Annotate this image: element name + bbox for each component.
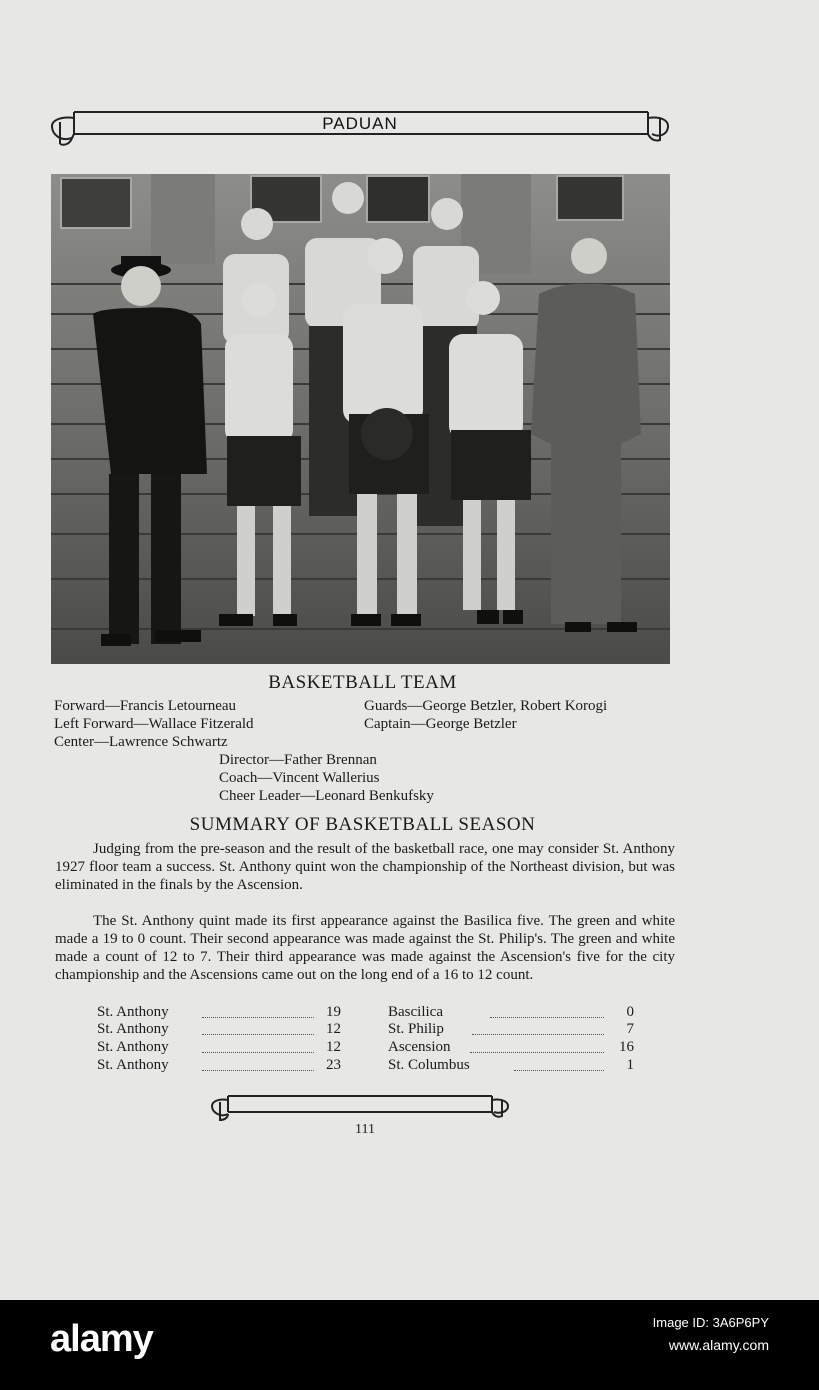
summary-heading: SUMMARY OF BASKETBALL SEASON bbox=[189, 814, 536, 835]
opponent-score: 16 bbox=[619, 1039, 634, 1055]
leader-dots bbox=[202, 1017, 314, 1018]
center-line: Center—Lawrence Schwartz bbox=[54, 734, 228, 750]
opponent-name: Bascilica bbox=[388, 1004, 443, 1020]
team-score: 12 bbox=[326, 1021, 341, 1037]
director-line: Director—Father Brennan bbox=[219, 752, 377, 768]
leader-dots bbox=[472, 1034, 604, 1035]
alamy-logo: alamy bbox=[50, 1318, 153, 1360]
leader-dots bbox=[470, 1052, 604, 1053]
team-score: 19 bbox=[326, 1004, 341, 1020]
opponent-name: St. Philip bbox=[388, 1021, 444, 1037]
page-header-title: PADUAN bbox=[322, 114, 398, 133]
team-name: St. Anthony bbox=[97, 1004, 169, 1020]
forward-line: Forward—Francis Letourneau bbox=[54, 698, 237, 714]
image-id-label: Image ID: 3A6P6PY bbox=[652, 1315, 769, 1330]
opponent-score: 1 bbox=[626, 1057, 634, 1073]
summary-paragraph-1: Judging from the pre-season and the result of the basketball race, one may consider St. Anthony 1927 floor team a success. St. Anthony quint won the championship of the Northeast division, but was eliminated in the finals by the Ascension. bbox=[55, 841, 675, 893]
leader-dots bbox=[490, 1017, 604, 1018]
team-name: St. Anthony bbox=[97, 1039, 169, 1055]
leader-dots bbox=[202, 1034, 314, 1035]
team-name: St. Anthony bbox=[97, 1021, 169, 1037]
cheer-leader-line: Cheer Leader—Leonard Benkufsky bbox=[219, 788, 434, 804]
leader-dots bbox=[202, 1070, 314, 1071]
watermark-info bbox=[653, 1312, 769, 1356]
leader-dots bbox=[514, 1070, 604, 1071]
page-number: 111 bbox=[355, 1122, 375, 1137]
left-forward-line: Left Forward—Wallace Fitzerald bbox=[54, 716, 254, 732]
footer-scroll-icon bbox=[210, 1092, 510, 1122]
opponent-score: 7 bbox=[626, 1021, 634, 1037]
team-name: St. Anthony bbox=[97, 1057, 169, 1073]
captain-line: Captain—George Betzler bbox=[364, 716, 517, 732]
coach-line: Coach—Vincent Wallerius bbox=[219, 770, 380, 786]
opponent-score: 0 bbox=[626, 1004, 634, 1020]
opponent-name: St. Columbus bbox=[388, 1057, 470, 1073]
header-banner bbox=[48, 108, 672, 150]
opponent-name: Ascension bbox=[388, 1039, 451, 1055]
leader-dots bbox=[202, 1052, 314, 1053]
team-photo bbox=[51, 174, 670, 664]
team-heading: BASKETBALL TEAM bbox=[268, 672, 457, 693]
watermark-url: www.alamy.com bbox=[668, 1337, 769, 1353]
guards-line: Guards—George Betzler, Robert Korogi bbox=[364, 698, 608, 714]
summary-paragraph-2: The St. Anthony quint made its first appearance against the Basilica five. The green and white made a 19 to 0 count. Their second appearance was made against the St. Philip's. The green and white made a count of 12 to 7. Their third appearance was made against the Ascension's five for the city championship and the Ascensions came out on the long end of a 16 to 12 count. bbox=[55, 913, 675, 983]
team-score: 12 bbox=[326, 1039, 341, 1055]
team-score: 23 bbox=[326, 1057, 341, 1073]
